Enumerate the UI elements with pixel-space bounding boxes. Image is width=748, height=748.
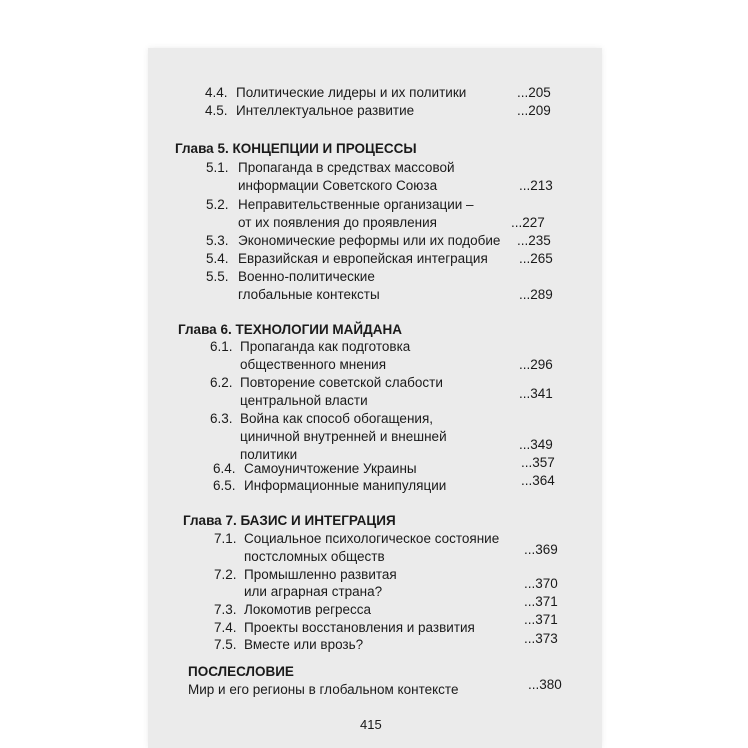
toc-entry-title: Локомотив регресса: [244, 602, 372, 617]
toc-entry-page: ...349: [519, 437, 553, 452]
toc-entry-number: 6.5.: [213, 478, 236, 493]
toc-entry-title: политики: [240, 447, 298, 462]
toc-entry-number: 7.5.: [214, 637, 237, 652]
toc-entry-page: ...357: [521, 455, 555, 470]
toc-entry-title: Самоуничтожение Украины: [244, 461, 417, 476]
toc-entry-title: циничной внутренней и внешней: [240, 429, 447, 444]
toc-entry-title: Социальное психологическое состояние: [244, 531, 500, 546]
toc-entry-number: 6.1.: [210, 339, 233, 354]
toc-entry-page: ...371: [524, 594, 558, 609]
toc-entry-page: ...341: [519, 386, 553, 401]
toc-entry-number: 7.2.: [214, 567, 237, 582]
toc-entry-title: Проекты восстановления и развития: [244, 620, 475, 635]
toc-entry-title: от их появления до проявления: [238, 215, 437, 230]
toc-entry-title: Информационные манипуляции: [244, 478, 447, 493]
toc-entry-page: ...213: [519, 178, 553, 193]
toc-entry-page: ...369: [524, 542, 558, 557]
chapter-heading: Глава 7. БАЗИС И ИНТЕГРАЦИЯ: [183, 513, 396, 528]
toc-entry-title: общественного мнения: [240, 357, 387, 372]
toc-entry-title: Неправительственные организации –: [238, 197, 474, 212]
toc-entry-number: 7.1.: [214, 531, 237, 546]
afterword-heading: ПОСЛЕСЛОВИЕ: [188, 664, 294, 679]
toc-entry-title: Вместе или врозь?: [244, 637, 364, 652]
toc-entry-number: 5.2.: [206, 197, 229, 212]
toc-entry-page: ...289: [519, 287, 553, 302]
toc-entry-number: 7.4.: [214, 620, 237, 635]
chapter-heading: Глава 5. КОНЦЕПЦИИ И ПРОЦЕССЫ: [175, 141, 417, 156]
toc-entry-number: 5.3.: [206, 233, 229, 248]
toc-entry-page: ...364: [521, 473, 555, 488]
toc-entry-title: глобальные контексты: [238, 287, 380, 302]
toc-entry-title: Военно-политические: [238, 269, 375, 284]
toc-entry-title: Война как способ обогащения,: [240, 411, 434, 426]
toc-entry-page: ...227: [511, 215, 545, 230]
toc-entry-title: Пропаганда как подготовка: [240, 339, 411, 354]
toc-entry-page: ...235: [517, 233, 551, 248]
toc-entry-title: постсломных обществ: [244, 549, 385, 564]
toc-entry-page: ...371: [524, 612, 558, 627]
toc-entry-page: ...265: [519, 251, 553, 266]
toc-entry-page: ...205: [517, 85, 551, 100]
chapter-heading: Глава 6. ТЕХНОЛОГИИ МАЙДАНА: [178, 322, 402, 337]
toc-entry-page: ...296: [519, 357, 553, 372]
toc-entry-number: 6.3.: [210, 411, 233, 426]
toc-entry-number: 4.5.: [205, 103, 228, 118]
afterword-subtitle: Мир и его регионы в глобальном контексте: [188, 682, 459, 697]
toc-entry-page: ...370: [524, 576, 558, 591]
toc-entry-title: центральной власти: [240, 393, 368, 408]
toc-entry-title: Экономические реформы или их подобие: [238, 233, 501, 248]
toc-entry-title: Политические лидеры и их политики: [236, 85, 467, 100]
toc-entry-title: Повторение советской слабости: [240, 375, 443, 390]
afterword-page: ...380: [528, 677, 562, 692]
toc-entry-number: 6.2.: [210, 375, 233, 390]
toc-entry-title: Пропаганда в средствах массовой: [238, 160, 455, 175]
page-number: 415: [360, 717, 382, 732]
toc-entry-title: Евразийская и европейская интеграция: [238, 251, 488, 266]
toc-entry-number: 4.4.: [205, 85, 228, 100]
toc-entry-number: 7.3.: [214, 602, 237, 617]
toc-entry-number: 6.4.: [213, 461, 236, 476]
toc-entry-number: 5.5.: [206, 269, 229, 284]
toc-entry-title: информации Советского Союза: [238, 178, 438, 193]
toc-entry-title: Промышленно развитая: [244, 567, 397, 582]
toc-entry-page: ...373: [524, 631, 558, 646]
toc-entry-title: Интеллектуальное развитие: [236, 103, 415, 118]
toc-entry-number: 5.4.: [206, 251, 229, 266]
toc-entry-title: или аграрная страна?: [244, 584, 383, 599]
toc-entry-page: ...209: [517, 103, 551, 118]
toc-entry-number: 5.1.: [206, 160, 229, 175]
